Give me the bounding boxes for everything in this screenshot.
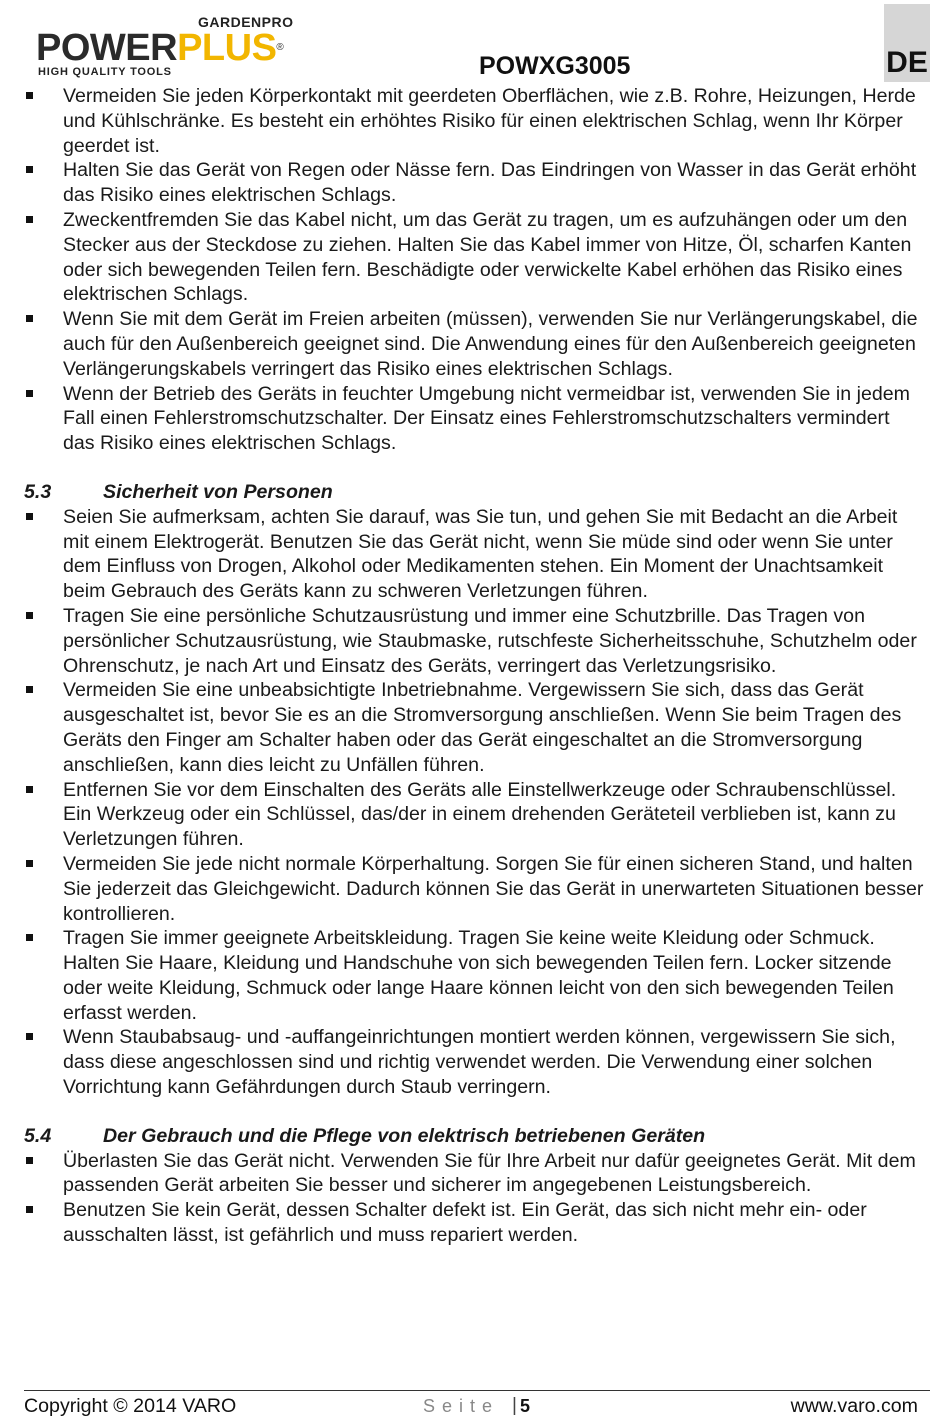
footer-page-separator: | <box>512 1395 517 1416</box>
bullet-icon <box>26 1033 33 1040</box>
footer-page-number: 5 <box>520 1396 531 1416</box>
bullet-icon <box>26 315 33 322</box>
bullet-text: Tragen Sie eine persönliche Schutzausrüstung und immer eine Schutzbrille. Das Tragen von persönlicher Schutzausrüstung, wie Staubmaske, rutschfeste Sicherheitsschuhe, Schutzhelm oder Ohrenschutz, je nach Art und Einsatz des Geräts, verringert das Verletzungsrisiko. <box>63 604 917 677</box>
list-item <box>24 505 924 604</box>
logo-power: POWER <box>36 27 178 69</box>
logo-tagline: HIGH QUALITY TOOLS <box>38 66 172 78</box>
footer-website: www.varo.com <box>790 1395 918 1417</box>
page-content <box>24 84 924 1248</box>
list-item <box>24 158 924 208</box>
bullet-icon <box>26 860 33 867</box>
section-heading-5-4 <box>24 1124 924 1149</box>
list-item <box>24 604 924 678</box>
section-number: 5.3 <box>24 480 52 503</box>
footer-page-label: Seite <box>423 1396 500 1416</box>
list-item <box>24 1025 924 1099</box>
list-item <box>24 926 924 1025</box>
footer-copyright: Copyright © 2014 VARO <box>24 1395 237 1417</box>
bullet-icon <box>26 216 33 223</box>
bullet-text: Seien Sie aufmerksam, achten Sie darauf, was Sie tun, und gehen Sie mit Bedacht an die Arbeit mit einem Elektrogerät. Benutzen Sie das Gerät nicht, wenn Sie müde sind oder wenn Sie unter dem Einfluss von Drogen, Alkohol oder Medikamenten stehen. Ein Moment der Unachtsamkeit beim Gebrauch des Geräts kann zu schweren Verletzungen führen. <box>63 505 898 603</box>
list-item <box>24 208 924 307</box>
bullet-icon <box>26 612 33 619</box>
bullet-text: Wenn Sie mit dem Gerät im Freien arbeiten (müssen), verwenden Sie nur Verlängerungskabel, die auch für den Außenbereich geeignet sind. Die Anwendung eines für den Außenbereich geeigneten Verlängerungskabels verringert das Risiko eines elektrischen Schlags. <box>63 308 918 380</box>
model-number: POWXG3005 <box>479 52 631 80</box>
list-item <box>24 778 924 852</box>
bullet-text: Tragen Sie immer geeignete Arbeitskleidung. Tragen Sie keine weite Kleidung oder Schmuck. Halten Sie Haare, Kleidung und Handschuhe von sich bewegenden Teilen fern. Locker sitzende oder weite Kleidung, Schmuck oder lange Haare können leicht von den sich bewegenden Teilen erfasst werden. <box>63 927 894 1024</box>
list-item <box>24 852 924 926</box>
bullet-icon <box>26 786 33 793</box>
section-number: 5.4 <box>24 1124 52 1147</box>
section-5-4-bullet-list <box>24 1149 924 1248</box>
list-item <box>24 84 924 158</box>
bullet-text: Halten Sie das Gerät von Regen oder Nässe fern. Das Eindringen von Wasser in das Gerät erhöht das Risiko eines elektrischen Schlags. <box>63 159 917 207</box>
logo-registered-mark: ® <box>276 42 284 53</box>
bullet-icon <box>26 1157 33 1164</box>
section-title: Der Gebrauch und die Pflege von elektrisch betriebenen Geräten <box>103 1124 706 1147</box>
bullet-icon <box>26 1206 33 1213</box>
bullet-text: Entfernen Sie vor dem Einschalten des Geräts alle Einstellwerkzeuge oder Schraubenschlüssel. Ein Werkzeug oder ein Schlüssel, das/der in einem drehenden Geräteteil verblieben ist, kann zu Verletzungen führen. <box>63 778 897 851</box>
bullet-icon <box>26 513 33 520</box>
list-item <box>24 382 924 456</box>
logo-plus: PLUS <box>177 27 277 69</box>
section-5-3-bullet-list <box>24 505 924 1100</box>
bullet-text: Wenn Staubabsaug- und -auffangeinrichtungen montiert werden können, vergewissern Sie sich, dass diese angeschlossen sind und richtig verwendet werden. Die Verwendung einer solchen Vorrichtung kann Gefährdungen durch Staub verringern. <box>63 1026 896 1099</box>
intro-bullet-list <box>24 84 924 456</box>
list-item <box>24 1149 924 1199</box>
bullet-text: Wenn der Betrieb des Geräts in feuchter Umgebung nicht vermeidbar ist, verwenden Sie in jedem Fall einen Fehlerstromschutzschalter. Der Einsatz eines Fehlerstromschutzschalters vermindert das Risiko eines elektrischen Schlags. <box>63 382 910 455</box>
list-item <box>24 307 924 381</box>
language-tab: DE <box>884 4 930 82</box>
section-heading-5-3 <box>24 480 924 505</box>
bullet-text: Benutzen Sie kein Gerät, dessen Schalter defekt ist. Ein Gerät, das sich nicht mehr ein- oder ausschalten lässt, ist gefährlich und muss repariert werden. <box>63 1199 867 1247</box>
logo-wordmark <box>36 28 283 68</box>
bullet-icon <box>26 390 33 397</box>
bullet-icon <box>26 686 33 693</box>
section-title: Sicherheit von Personen <box>103 480 333 503</box>
bullet-text: Vermeiden Sie eine unbeabsichtigte Inbetriebnahme. Vergewissern Sie sich, dass das Gerät ausgeschaltet ist, bevor Sie es an die Stromversorgung anschließen. Wenn Sie beim Tragen des Geräts den Finger am Schalter haben oder das Gerät eingeschaltet an die Stromversorgung anschließen, kann dies leicht zu Unfällen führen. <box>63 679 902 776</box>
bullet-icon <box>26 934 33 941</box>
bullet-text: Zweckentfremden Sie das Kabel nicht, um das Gerät zu tragen, um es aufzuhängen oder um den Stecker aus der Steckdose zu ziehen. Halten Sie das Kabel immer von Hitze, Öl, scharfen Kanten oder sich bewegenden Teilen fern. Beschädigte oder verwickelte Kabel erhöhen das Risiko eines elektrischen Schlags. <box>63 208 912 306</box>
footer-divider <box>24 1390 930 1391</box>
bullet-text: Vermeiden Sie jede nicht normale Körperhaltung. Sorgen Sie für einen sicheren Stand, und halten Sie jederzeit das Gleichgewicht. Dadurch können Sie das Gerät in unerwarteten Situationen besser kontrollieren. <box>63 852 924 925</box>
list-item <box>24 678 924 777</box>
bullet-text: Überlasten Sie das Gerät nicht. Verwenden Sie für Ihre Arbeit nur dafür geeignetes Gerät. Mit dem passenden Gerät arbeiten Sie besser und sicherer im angegebenen Leistungsbereich. <box>63 1149 916 1197</box>
bullet-icon <box>26 166 33 173</box>
logo-gardenpro: GARDENPRO <box>198 14 294 30</box>
powerplus-logo <box>36 14 326 76</box>
bullet-icon <box>26 92 33 99</box>
bullet-text: Vermeiden Sie jeden Körperkontakt mit geerdeten Oberflächen, wie z.B. Rohre, Heizungen, Herde und Kühlschränke. Es besteht ein erhöhtes Risiko für einen elektrischen Schlag, wenn Ihr Körper geerdet ist. <box>63 85 916 157</box>
list-item <box>24 1198 924 1248</box>
